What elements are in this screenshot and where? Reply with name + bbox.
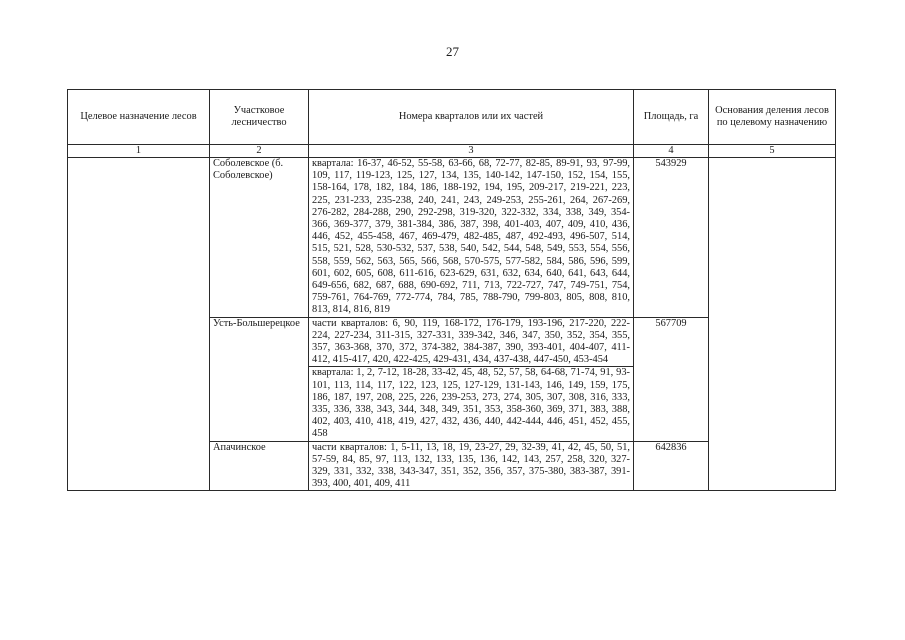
- column-number: 4: [634, 145, 709, 158]
- forestry-name: Апачинское: [210, 441, 309, 491]
- area-value: 642836: [634, 441, 709, 491]
- page-number: 27: [446, 44, 459, 59]
- header-purpose: Целевое назначение лесов: [68, 90, 210, 145]
- purpose-cell: [68, 158, 210, 491]
- column-number: 5: [709, 145, 836, 158]
- header-quarters: Номера кварталов или их частей: [309, 90, 634, 145]
- quarters-list: квартала: 1, 2, 7-12, 18-28, 33-42, 45, 48, 52, 57, 58, 64-68, 71-74, 91, 93-101, 113, 114, 117, 122, 123, 125, 127-129, 131-143, 146, 149, 159, 175, 186, 187, 197, 208, 225, 226, 239-253, 273, 274, 305, 307, 308, 316, 333, 335, 336, 338, 343, 344, 348, 349, 351, 353, 358-360, 369, 371, 383, 388, 402, 403, 410, 418, 419, 427, 432, 436, 440, 442-444, 446, 451, 452, 455, 458: [309, 367, 634, 441]
- header-area: Площадь, га: [634, 90, 709, 145]
- quarters-list: части кварталов: 1, 5-11, 13, 18, 19, 23-27, 29, 32-39, 41, 42, 45, 50, 51, 57-59, 84, 85, 97, 113, 132, 133, 135, 136, 142, 143, 257, 258, 320, 327-329, 331, 332, 338, 343-347, 351, 352, 356, 357, 375-380, 383-387, 391-393, 400, 401, 409, 411: [309, 441, 634, 491]
- column-number: 2: [210, 145, 309, 158]
- table-row: [68, 158, 836, 318]
- table-header-row: [68, 90, 836, 145]
- column-number: 1: [68, 145, 210, 158]
- header-basis: Основания деления лесов по целевому назначению: [709, 90, 836, 145]
- quarters-list: квартала: 16-37, 46-52, 55-58, 63-66, 68, 72-77, 82-85, 89-91, 93, 97-99, 109, 117, 119-123, 125, 127, 134, 135, 140-142, 147-150, 152, 154, 155, 158-164, 178, 182, 184, 186, 188-192, 194, 195, 209-217, 219-221, 223, 225, 231-233, 235-238, 240, 241, 243, 249-253, 255-261, 264, 267-269, 276-282, 284-288, 290, 292-298, 319-320, 322-332, 334, 338, 349, 354-366, 369-377, 379, 381-384, 386, 387, 398, 401-403, 407, 409, 410, 436, 446, 452, 455-458, 467, 469-479, 482-485, 487, 492-493, 496-507, 514, 515, 521, 528, 530-532, 537, 538, 540, 542, 544, 548, 549, 553, 554, 556, 558, 559, 562, 563, 565, 566, 568, 570-575, 577-582, 584, 586, 596, 599, 601, 602, 605, 608, 611-616, 623-629, 631, 632, 634, 640, 641, 643, 644, 649-656, 682, 687, 688, 690-692, 711, 713, 722-727, 747, 749-751, 754, 759-761, 764-769, 772-774, 784, 785, 788-790, 799-803, 805, 808, 810, 813, 814, 816, 819: [309, 158, 634, 318]
- forest-purpose-table: [67, 89, 836, 491]
- quarters-list: части кварталов: 6, 90, 119, 168-172, 176-179, 193-196, 217-220, 222-224, 227-234, 311-315, 327-331, 339-342, 346, 347, 350, 352, 354, 355, 357, 363-368, 370, 372, 374-382, 384-387, 390, 393-401, 404-407, 411-412, 415-417, 420, 422-425, 429-431, 434, 437-438, 447-450, 453-454: [309, 317, 634, 367]
- header-forestry: Участковое лесничество: [210, 90, 309, 145]
- area-value: 543929: [634, 158, 709, 318]
- area-value: 567709: [634, 317, 709, 441]
- basis-cell: [709, 158, 836, 491]
- column-number: 3: [309, 145, 634, 158]
- column-number-row: [68, 145, 836, 158]
- forestry-name: Соболевское (б. Соболевское): [210, 158, 309, 318]
- forestry-name: Усть-Большерецкое: [210, 317, 309, 441]
